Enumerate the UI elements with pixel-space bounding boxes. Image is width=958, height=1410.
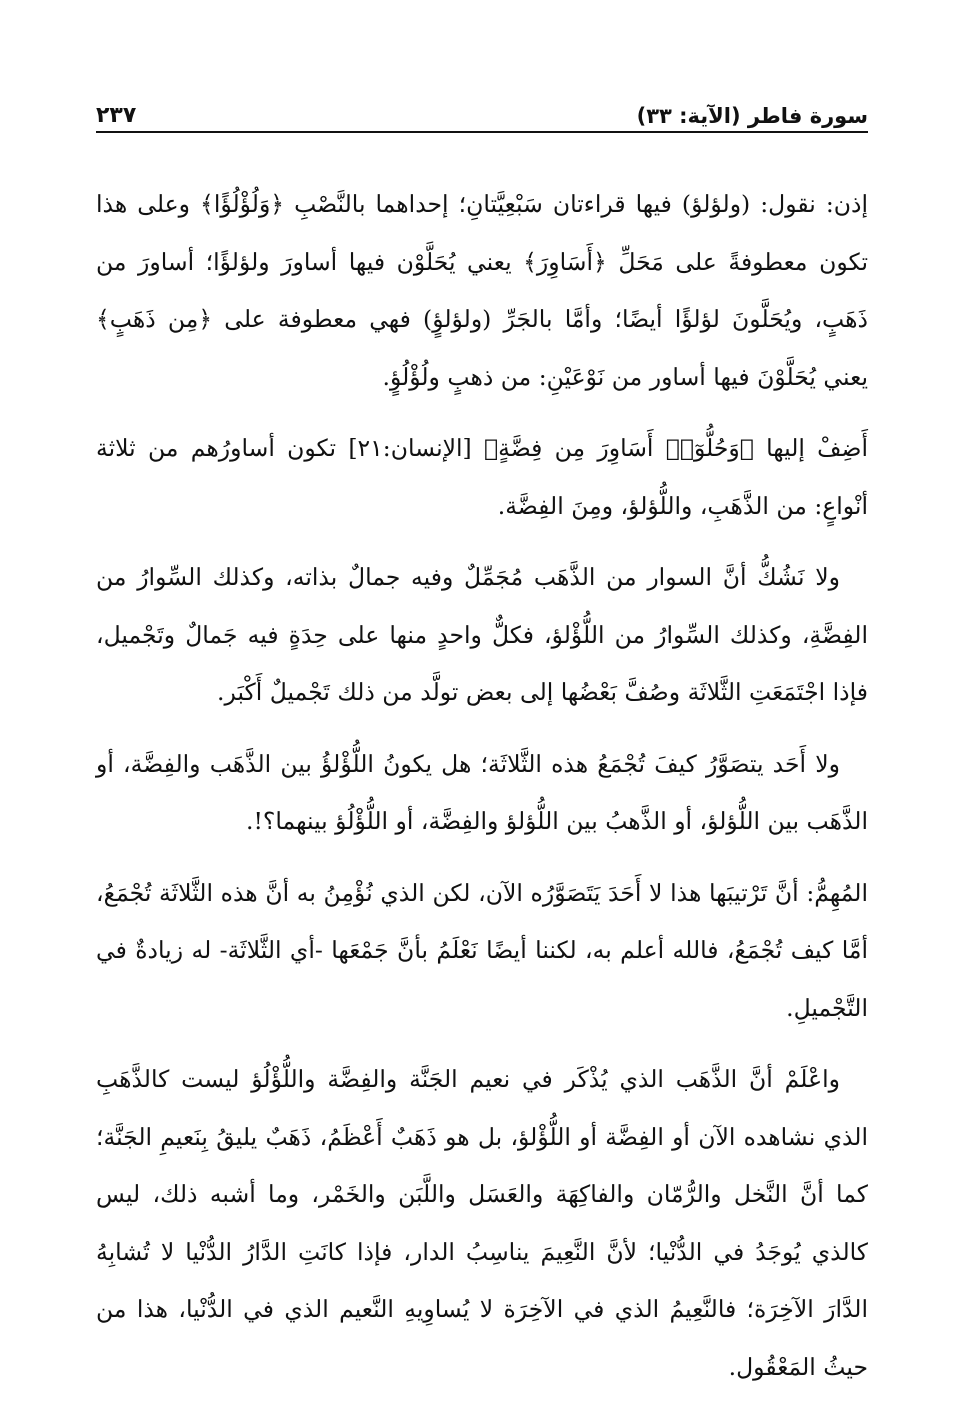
paragraph-2: أَضِفْ إليها ﴿وَحُلُّوٓا۟ أَسَاوِرَ مِن فِضَّةٍ﴾ [الإنسان:٢١] تكون أساورُهم من ثلاثة أنْواعٍ: من الذَّهَبِ، واللُّؤلؤ، ومِنَ الفِضَّة. [96,434,868,520]
running-header-title: سورة فاطر (الآية: ٣٣) [636,104,868,128]
body-text [96,176,868,1410]
paragraph-3: ولا نَشُكُّ أنَّ السوار من الذَّهَب مُجَمِّلٌ وفيه جمالٌ بذاته، وكذلك السِّوارُ من الفِضَّةِ، وكذلك السِّوارُ من اللُّؤْلؤ، فكلٌّ واحدٍ منها على حِدَةٍ فيه جَمالٌ وتَجْميل، فإذا اجْتَمَعَتِ الثَّلاثَة وصُفَّ بَعْضُها إلى بعض تولَّد من ذلك تَجْميلٌ أَكْبَر. [96,563,868,706]
paragraph-5: المُهِمُّ: أنَّ تَرْتيبَها هذا لا أَحَدَ يَتَصَوَّرُه الآن، لكن الذي نُؤْمِنُ به أنَّ هذه الثَّلاثَة تُجْمَعُ، أمَّا كيف تُجْمَعُ، فالله أعلم به، لكننا أيضًا نَعْلَمُ بأنَّ جَمْعَها -أي الثَّلاثَة- له زيادةٌ في التَّجْميلِ. [96,878,868,1022]
page-number: ٢٣٧ [96,103,137,128]
paragraph-4: ولا أَحَد يتصَوَّرُ كيفَ تُجْمَعُ هذه الثَّلاثَة؛ هل يكونُ اللُّؤْلؤُ بين الذَّهَب والفِضَّة، أو الذَّهَب بين اللُّؤلؤ، أو الذَّهبُ بين اللُّؤلؤ والفِضَّة، أو اللُّؤْلُؤ بينهما؟!. [96,749,868,835]
paragraph-1: إذن: نقول: (ولؤلؤ) فيها قراءتان سَبْعِيَّتانِ؛ إحداهما بالنَّصْبِ ﴿وَلُؤْلُؤًا﴾ وعلى هذا تكون معطوفةً على مَحَلِّ ﴿أَسَاوِرَ﴾ يعني يُحَلَّوْن فيها أساورَ ولؤلؤًا؛ أساورَ من ذَهَبٍ، ويُحَلَّونَ لؤلؤًا أيضًا؛ وأمَّا بالجَرِّ (ولؤلؤٍ) فهي معطوفة على ﴿مِن ذَهَبٍ﴾ يعني يُحَلَّوْنَ فيها أساور من نَوْعَيْنِ: من ذهبٍ ولُؤْلُؤٍ. [96,190,868,391]
page-header [96,95,868,133]
paragraph-6: واعْلَمْ أنَّ الذَّهَب الذي يُذْكَر في نعيم الجَنَّة والفِضَّة واللُّؤْلُؤ ليست كالذَّهَبِ الذي نشاهده الآن أو الفِضَّة أو اللُّؤْلؤ، بل هو ذَهَبٌ أَعْظَمُ، ذَهَبٌ يليقُ بِنَعيمِ الجَنَّة؛ كما أنَّ النَّخل والرُّمّان والفاكِهَة والعَسَل واللَّبَن والخَمْر، وما أشبه ذلك، ليس كالذي يُوجَدُ في الدُّنْيا؛ لأنَّ النَّعِيمَ يناسِبُ الدار، فإذا كانَتِ الدَّارُ الدُّنْيا لا تُشابِهُ الدَّارَ الآخِرَة؛ فالنَّعِيمُ الذي في الآخِرَة لا يُساوِيهِ النَّعيم الذي في الدُّنْيا، هذا من حيثُ المَعْقُول. [96,1065,868,1381]
